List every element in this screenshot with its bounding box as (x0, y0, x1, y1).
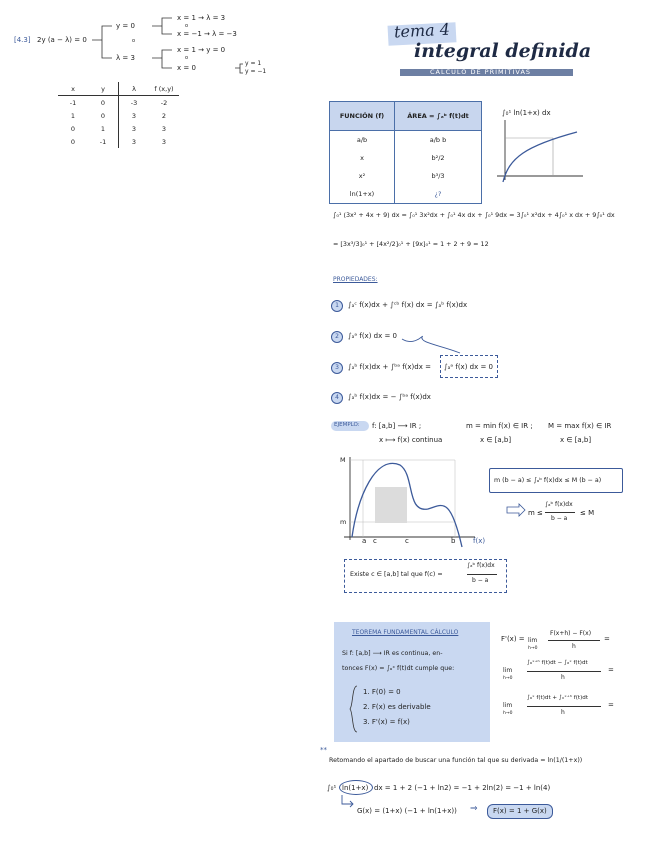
cell: ¿? (395, 185, 482, 204)
tfc-r2-eq: = (608, 666, 614, 674)
graph-m-label: m (340, 518, 347, 526)
table-row (330, 185, 482, 204)
branch-l3-b1: y = 1 (245, 60, 262, 67)
cell: x (330, 149, 395, 167)
cell: a/b b (395, 131, 482, 150)
tema-label: tema 4 (393, 19, 451, 42)
branch-l3-a: x = 1 → y = 0 (177, 46, 226, 54)
prop-number: 3 (331, 362, 343, 374)
cell: a/b (330, 131, 395, 150)
example-map-2: x ⟼ f(x) continua (379, 436, 443, 444)
cell: x² (330, 167, 395, 185)
th-y: y (88, 82, 119, 96)
graph-fx-label: f(x) (473, 537, 486, 545)
tfc-item-1: 1. F(0) = 0 (363, 688, 401, 696)
tfc-r1-sub: h→0 (528, 646, 538, 651)
exist-num: ∫ₐᵇ f(x)dx (467, 562, 495, 569)
cell: 0 (88, 109, 119, 122)
table-row (58, 135, 179, 148)
tfc-r3-sub: h→0 (503, 711, 513, 716)
bottom-int-circ: ln(1+x) (342, 784, 369, 792)
mean-value-graph (340, 455, 480, 550)
ineq2-num: ∫ₐᵇ f(x)dx (545, 501, 573, 508)
prop-text: ∫ₐᵃ f(x) dx = 0 (348, 332, 398, 340)
cell: -1 (69, 98, 77, 107)
exist-fraction-bar (467, 574, 497, 575)
tfc-line-2: tonces F(x) = ∫ₐˣ f(t)dt cumple que: (342, 665, 455, 672)
graph-c2-label: c (405, 537, 409, 545)
cell: 3 (131, 137, 137, 146)
tfc-r2-den: h (561, 674, 565, 681)
tfc-r3-eq: = (608, 701, 614, 709)
example-badge: EJEMPLO: (334, 422, 360, 428)
cell: 1 (88, 122, 119, 135)
tfc-r2-num: ∫ₐˣ⁺ʰ f(t)dt − ∫ₐˣ f(t)dt (527, 660, 588, 666)
cell: 2 (161, 111, 167, 120)
exist-den: b − a (472, 577, 489, 584)
bottom-note: Retomando el apartado de buscar una función tal que su derivada = ln(1/(1+x)) (329, 757, 583, 764)
cell: ln(1+x) (330, 185, 395, 204)
prop-text: ∫ₐᵇ f(x)dx + ∫ᵇᵃ f(x)dx = (348, 363, 431, 371)
th-funcion: FUNCIÓN (f) (330, 102, 395, 131)
branch-y0-b: x = −1 → λ = −3 (177, 30, 237, 38)
ineq2-fraction-bar (545, 512, 575, 513)
tfc-r1-den: h (572, 643, 576, 650)
tfc-r1-bar (548, 640, 600, 641)
tfc-line-1: Si f: [a,b] ⟶ IR es continua, en- (342, 650, 443, 657)
graph-M-label: M (340, 456, 346, 464)
ineq2-left: m ≤ (528, 509, 543, 517)
tfc-r3-bar (527, 706, 601, 707)
branch-y0-a: x = 1 → λ = 3 (177, 14, 226, 22)
tfc-r2-sub: h→0 (503, 676, 513, 681)
table-row (58, 96, 179, 110)
tfc-r2-bar (527, 671, 601, 672)
link-loop (400, 331, 470, 351)
graph-top-label: ∫₀¹ ln(1+x) dx (502, 109, 551, 117)
example-m-sub: x ∈ [a,b] (480, 436, 512, 444)
table-row (330, 167, 482, 185)
cell: 3 (161, 137, 167, 146)
tfc-brace (349, 684, 359, 734)
graph-c-label: c (373, 537, 377, 545)
branch-y0: y = 0 (116, 22, 135, 30)
critical-points-table (58, 82, 179, 148)
tfc-r1-left: F'(x) = (501, 635, 525, 643)
implies-icon: ⇒ (470, 804, 478, 814)
equation-label: [4.3] (14, 36, 31, 44)
ineq2-right: ≤ M (580, 509, 595, 517)
tfc-r2-lim: lim (503, 667, 513, 674)
example-M-def: M = max f(x) ∈ IR (548, 422, 612, 430)
cell: 0 (70, 137, 76, 146)
bottom-int-right: dx = 1 + 2 (−1 + ln2) = −1 + 2ln(2) = −1 + ln(4) (374, 784, 551, 792)
cell: 3 (161, 124, 167, 133)
prop-text: ∫ₐᶜ f(x)dx + ∫ᶜᵇ f(x) dx = ∫ₐᵇ f(x)dx (348, 301, 468, 309)
graph-b-label: b (451, 537, 456, 545)
page-title: integral definida (414, 40, 592, 62)
cell: 0 (70, 124, 76, 133)
th-f: f (x,y) (149, 82, 179, 96)
tfc-r1-lim: lim (528, 637, 538, 644)
calc-line-2: = [3x³/3]₀¹ + [4x²/2]₀¹ + [9x]₀¹ = 1 + 2 + 9 = 12 (333, 240, 489, 248)
note-mark: ** (320, 746, 327, 754)
cell: 3 (131, 124, 137, 133)
exist-text: Existe c ∈ [a,b] tal que f(c) = (350, 571, 443, 578)
branch-l3-or: o (185, 55, 189, 61)
cell: b³/3 (395, 167, 482, 185)
cell: b²/2 (395, 149, 482, 167)
branch-l3: λ = 3 (116, 54, 135, 62)
calc-line-1: ∫₀¹ (3x² + 4x + 9) dx = ∫₀¹ 3x²dx + ∫₀¹ 4x dx + ∫₀¹ 9dx = 3∫₀¹ x²dx + 4∫₀¹ x dx + 9∫₀¹ dx (333, 211, 615, 219)
branch-or: o (132, 38, 136, 44)
cell: 0 (88, 96, 119, 110)
th-lambda: λ (119, 82, 150, 96)
tfc-r1-num: F(x+h) − F(x) (550, 630, 592, 637)
page-subtitle: CÁLCULO DE PRIMITIVAS (430, 68, 532, 76)
table-row (330, 149, 482, 167)
bottom-g: G(x) = (1+x) (−1 + ln(1+x)) (357, 807, 457, 815)
table-row (58, 122, 179, 135)
prop-number: 2 (331, 331, 343, 343)
props-title: PROPIEDADES: (333, 276, 378, 283)
cell: -1 (88, 135, 119, 148)
tfc-title: TEOREMA FUNDAMENTAL CÁLCULO (352, 629, 459, 636)
return-arrow-icon (340, 795, 356, 809)
tfc-r3-num: ∫ₐˣ f(t)dt + ∫ₓˣ⁺ʰ f(t)dt (527, 695, 589, 701)
example-map-1: f: [a,b] ⟶ IR ; (372, 422, 422, 430)
prop-number: 4 (331, 392, 343, 404)
ln-graph (495, 118, 585, 188)
example-M-sub: x ∈ [a,b] (560, 436, 592, 444)
ineq2-den: b − a (551, 515, 568, 522)
table-row (330, 131, 482, 150)
cell: -3 (130, 98, 138, 107)
cell: -2 (160, 98, 168, 107)
branch-l3-b: x = 0 (177, 64, 196, 72)
tfc-r3-den: h (561, 709, 565, 716)
inequality: m (b − a) ≤ ∫ₐᵇ f(x)dx ≤ M (b − a) (494, 477, 602, 484)
prop-text: ∫ₐᵇ f(x)dx = − ∫ᵇᵃ f(x)dx (348, 393, 431, 401)
graph-a-label: a (362, 537, 367, 545)
prop-3-boxed: ∫ₐᵃ f(x) dx = 0 (444, 363, 494, 371)
prop-number: 1 (331, 300, 343, 312)
tfc-item-2: 2. F(x) es derivable (363, 703, 431, 711)
cell: 1 (70, 111, 76, 120)
area-table (329, 101, 482, 204)
cell: 3 (131, 111, 137, 120)
th-x: x (58, 82, 88, 96)
tfc-item-3: 3. F'(x) = f(x) (363, 718, 410, 726)
bottom-final: F(x) = 1 + G(x) (493, 807, 547, 815)
branch-y0-or: o (185, 23, 189, 29)
example-m-def: m = min f(x) ∈ IR ; (466, 422, 533, 430)
th-area: ÁREA = ∫ₐᵇ f(t)dt (395, 102, 482, 131)
branch-l3-b2: y = −1 (245, 68, 267, 75)
table-row (58, 109, 179, 122)
implies-arrow-icon (505, 503, 527, 517)
tfc-r1-eq: = (604, 635, 610, 643)
bottom-int-left: ∫₀¹ (327, 784, 337, 792)
equation-main: 2y (a − λ) = 0 (37, 36, 87, 44)
tfc-r3-lim: lim (503, 702, 513, 709)
